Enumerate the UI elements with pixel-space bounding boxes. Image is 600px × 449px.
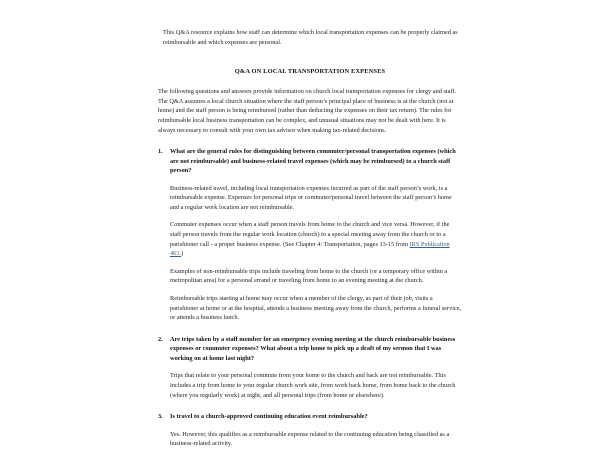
document-title: Q&A ON LOCAL TRANSPORTATION EXPENSES (234, 68, 386, 76)
answer-1-paragraph-2 (170, 220, 462, 258)
answer-1-paragraph-1: Business-related travel, including local transportation expenses incurred as part of the staff person’s work, is a reimbursable expense. Expenses for personal trips or commuter/personal travel between the staff person’s home and a regular work location are not reimbursable. (170, 184, 452, 211)
qa-item-3 (158, 412, 462, 449)
answer-3-paragraph-1: Yes. However, this qualifies as a reimbursable expense related to the continuing education being classified as a business-related activity. (170, 430, 450, 448)
question-number-3: 3. (158, 413, 163, 421)
answer-1-paragraph-3: Examples of non-reimbursable trips include traveling from home to the church (or a temporary office within a metropolitan area) for a personal errand or traveling from home to an evening meeting at the church. (170, 267, 448, 285)
question-text-1: What are the general rules for distinguishing between commuter/personal transportation expenses (which are not reimbursable) and business-related travel expenses (which may be reimbursed) to a church staff person? (170, 148, 456, 175)
document-content (158, 28, 462, 449)
qa-item-1 (158, 147, 462, 323)
lead-paragraph: This Q&A resource explains how staff can determine which local transportation expenses can be properly claimed as reimbursable and which expenses are personal. (163, 29, 458, 46)
question-number-2: 2. (158, 335, 163, 343)
answer-2-paragraph-1: Trips that relate to your personal commute from your home to the church and back are not reimbursable. This includes a trip from home to your regular church work site, from work back home, from home back to the church (where you regularly work) at night, and all personal trips (from home or elsewhere). (170, 372, 456, 399)
qa-item-2 (158, 335, 462, 400)
irs-publication-link[interactable]: IRS Publication 463. (170, 240, 450, 258)
question-row-1 (158, 147, 462, 176)
intro-paragraph: The following questions and answers provide information on church local transportation expenses for clergy and staff. The Q&A assumes a local church situation where the staff person’s principal place of business is at the church (not at home) and the staff person is being reimbursed (rather than deducting the expenses on their tax return). The rules for reimbursable local business transportation can be complex, and unusual situations may not be dealt with here. It is always necessary to consult with your own tax advisor when making tax-related decisions. (158, 88, 457, 134)
question-row-2 (158, 335, 462, 364)
answer-1-text-after-link: ) (181, 250, 184, 258)
question-number-1: 1. (158, 148, 163, 156)
answer-1-text-before-link: Commuter expenses occur when a staff person travels from home to the church and vice versa. However, if the staff person travels from the regular work location (church) to a special meeting away from the church or to a parishioner call - a proper business expense. (See Chapter 4: Transportation, pages 13-15 from (170, 221, 450, 248)
question-text-2: Are trips taken by a staff member for an emergency evening meeting at the church reimbursable business expenses or commuter expenses? What about a trip home to pick up a draft of my sermon that I was working on at home last night? (170, 335, 456, 362)
question-row-3 (158, 412, 462, 422)
answer-1-paragraph-4: Reimbursable trips starting at home may occur when a member of the clergy, as part of their job, visits a parishioner at home or at the hospital, attends a business meeting away from the church, performs a funeral service, or attends a business lunch. (170, 294, 462, 322)
question-text-3: Is travel to a church-approved continuing education event reimbursable? (170, 413, 368, 421)
